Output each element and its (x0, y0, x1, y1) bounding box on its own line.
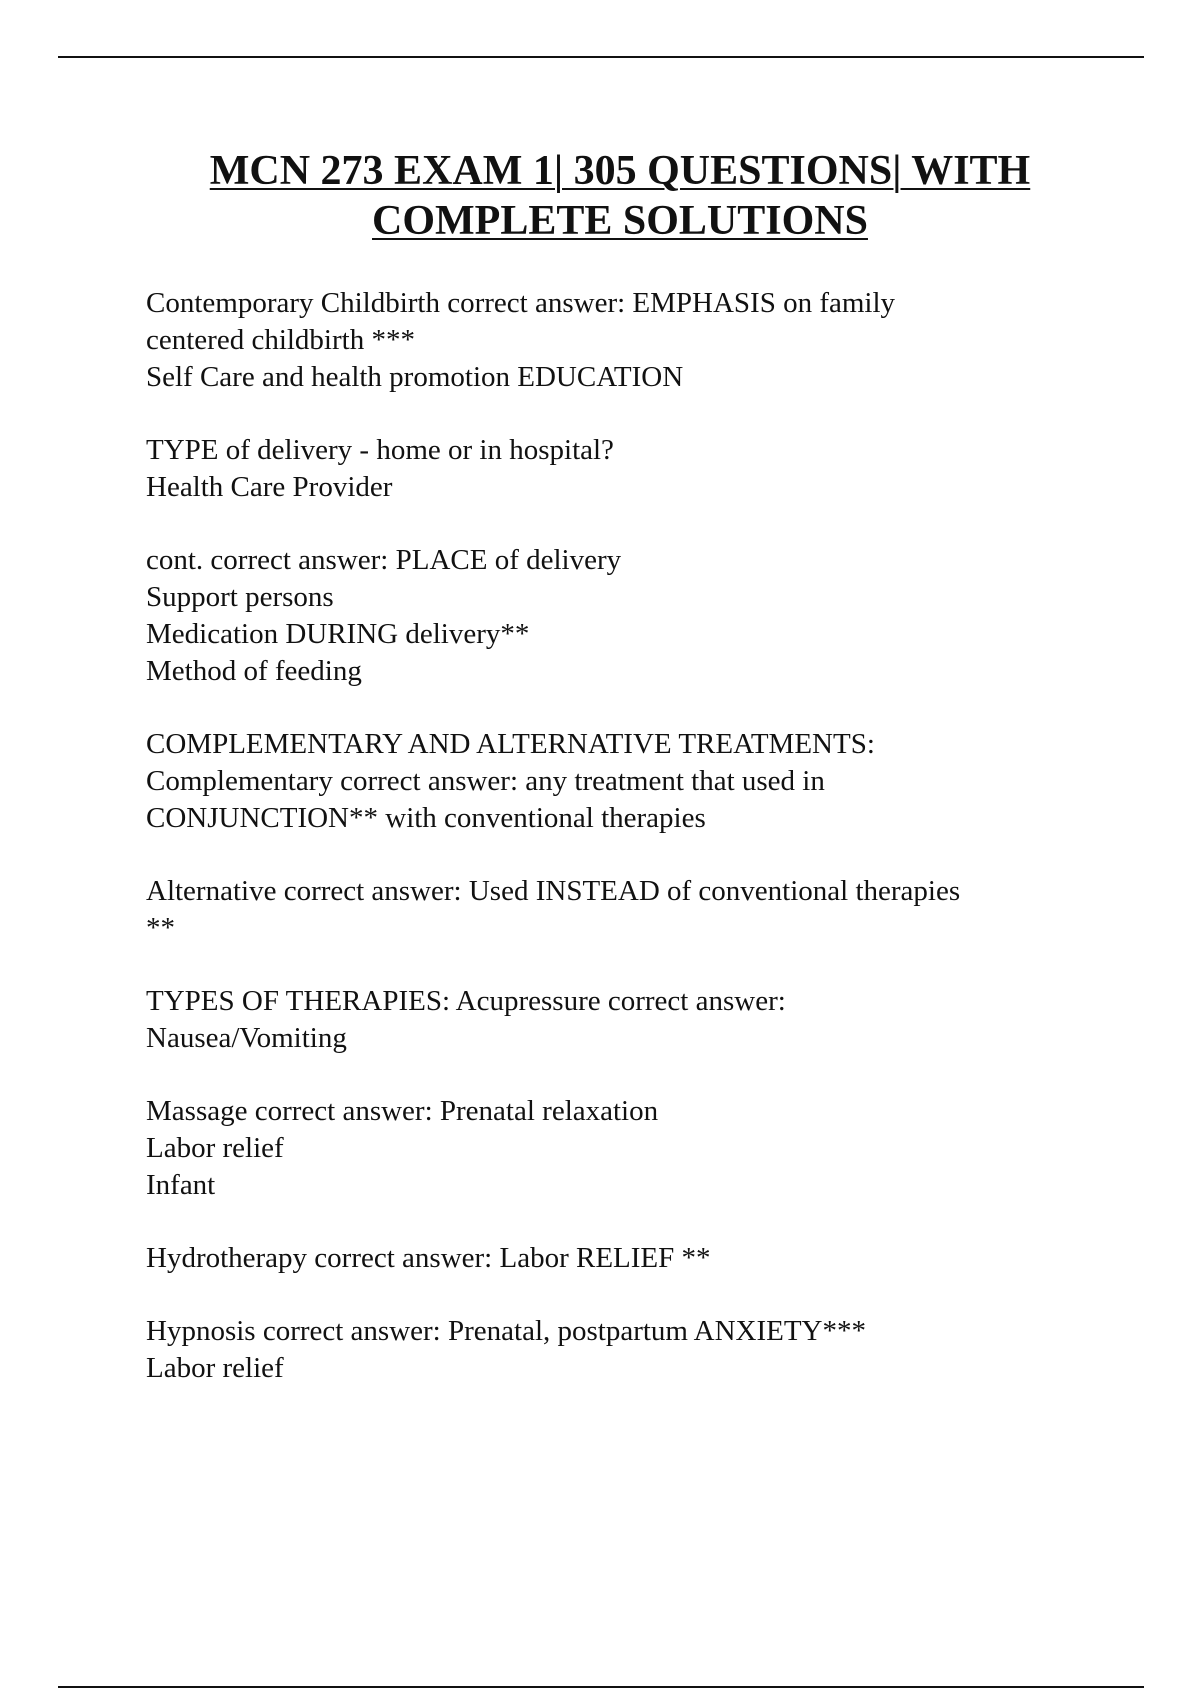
text-line: Method of feeding (146, 655, 362, 687)
qa-block-cont (146, 542, 1106, 690)
text-line: CONJUNCTION** with conventional therapies (146, 802, 706, 834)
text-line: Health Care Provider (146, 471, 393, 503)
qa-block-type-of-delivery (146, 432, 1106, 506)
text-line: TYPE of delivery - home or in hospital? (146, 434, 614, 466)
text-line: cont. correct answer: PLACE of delivery (146, 544, 622, 576)
text-line: Nausea/Vomiting (146, 1022, 347, 1054)
qa-block-contemporary-childbirth (146, 285, 1106, 396)
header-rule (58, 56, 1144, 58)
qa-block-acupressure (146, 983, 1106, 1057)
qa-block-hypnosis (146, 1313, 1106, 1387)
text-line: Labor relief (146, 1352, 284, 1384)
text-line: Labor relief (146, 1132, 284, 1164)
document-title-line: MCN 273 EXAM 1| 305 QUESTIONS| WITH (209, 148, 1031, 194)
text-line: Hypnosis correct answer: Prenatal, postpartum ANXIETY*** (146, 1315, 867, 1347)
qa-block-alternative (146, 873, 1106, 947)
text-line: Complementary correct answer: any treatment that used in (146, 765, 825, 797)
text-line: Hydrotherapy correct answer: Labor RELIEF ** (146, 1242, 711, 1274)
text-line: Contemporary Childbirth correct answer: EMPHASIS on family (146, 287, 896, 319)
document-title (120, 146, 1120, 246)
qa-block-complementary (146, 726, 1106, 837)
text-line: Medication DURING delivery** (146, 618, 530, 650)
text-line: centered childbirth *** (146, 324, 415, 356)
text-line: Massage correct answer: Prenatal relaxation (146, 1095, 659, 1127)
document-body (146, 285, 1106, 1423)
text-line: Support persons (146, 581, 334, 613)
text-line: TYPES OF THERAPIES: Acupressure correct answer: (146, 985, 786, 1017)
text-line: COMPLEMENTARY AND ALTERNATIVE TREATMENTS: (146, 728, 875, 760)
document-title-line: COMPLETE SOLUTIONS (372, 198, 868, 244)
qa-block-massage (146, 1093, 1106, 1204)
text-line: Infant (146, 1169, 216, 1201)
text-line: Alternative correct answer: Used INSTEAD of conventional therapies (146, 875, 961, 907)
footer-rule (58, 1686, 1144, 1688)
text-line: Self Care and health promotion EDUCATION (146, 361, 684, 393)
text-line: ** (146, 912, 175, 944)
qa-block-hydrotherapy (146, 1240, 1106, 1277)
